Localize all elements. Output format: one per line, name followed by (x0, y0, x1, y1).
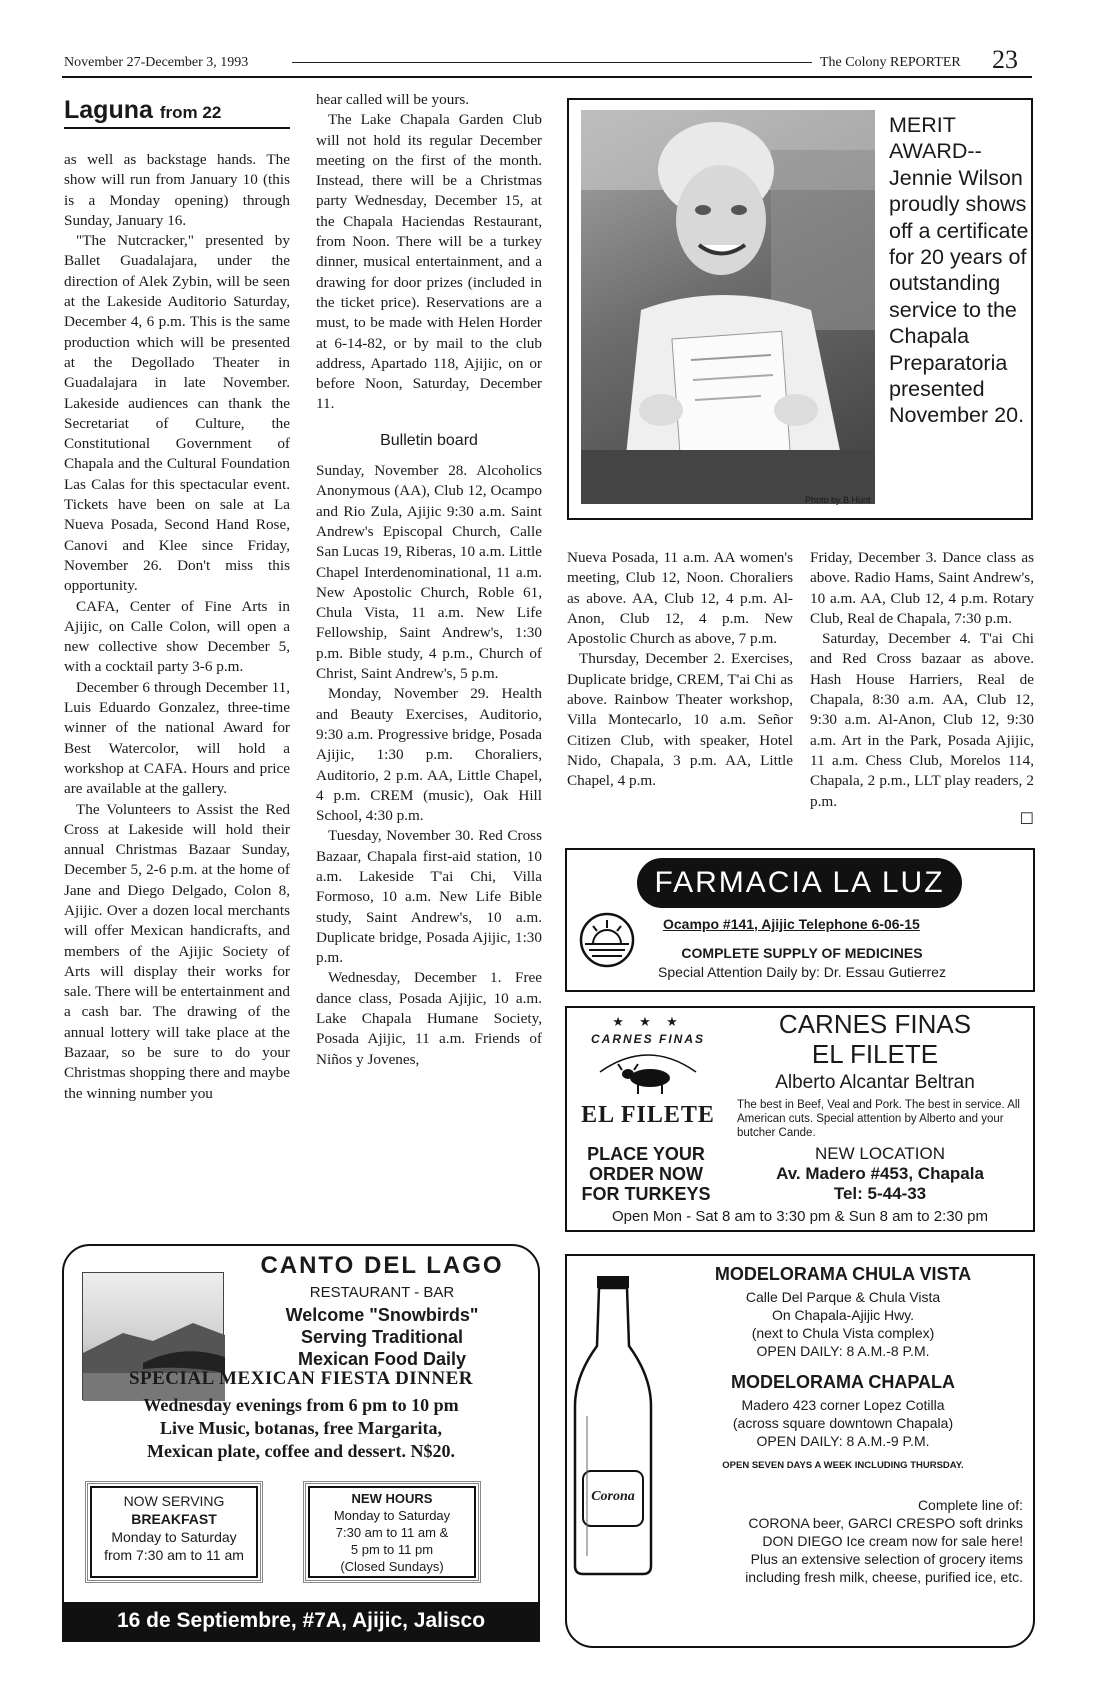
info1-line: OPEN DAILY: 8 A.M.-8 P.M. (756, 1343, 930, 1359)
paragraph: December 6 through December 11, Luis Eduardo Gonzalez, three-time winner of the national Award for Best Watercolor, will hold a workshop at CAFA. Hours and price are available at the gallery. (64, 678, 290, 798)
info2-line: Madero 423 corner Lopez Cotilla (741, 1397, 945, 1413)
canto-serving-1: Serving Traditional (300, 1327, 464, 1347)
location-label: NEW LOCATION (814, 1144, 946, 1163)
farmacia-supply: COMPLETE SUPPLY OF MEDICINES (681, 945, 923, 961)
kicker-title: Laguna (64, 96, 153, 124)
hours-line-1: NEW HOURS (351, 1491, 433, 1506)
kicker-rule (64, 127, 290, 129)
laguna-column-1 (64, 150, 290, 1104)
end-mark: ☐ (1019, 810, 1034, 828)
modelorama-open7: OPEN SEVEN DAYS A WEEK INCLUDING THURSDAY. (722, 1460, 964, 1471)
info2-line: (across square downtown Chapala) (732, 1415, 954, 1431)
paragraph: as well as backstage hands. The show will run from January 10 (this is a Monday opening) through Sunday, January 16. (64, 151, 290, 229)
carnes-logo (579, 1014, 717, 1134)
bulletin-entry: Sunday, November 28. Alcoholics Anonymous (AA), Club 12, Ocampo and Rio Zula, Ajijic 9:30 a.m. Saint Andrew's Episcopal Church, Calle San Lucas 19, Riberas, 10 a.m. Little Chapel Interdenominational, 11 a.m. New Apostolic Church, Roble 61, Chula Vista, 11 a.m. New Life Fellowship, Saint Andrew's, 1:30 p.m. Bible study, 4 p.m., Church of Christ, Saint Andrew's, 5 p.m. (316, 462, 542, 683)
header-divider (292, 62, 812, 63)
kicker-from: from 22 (159, 103, 222, 122)
turkey-line-1: PLACE YOUR (587, 1144, 705, 1164)
bulletin-column-4 (810, 548, 1034, 828)
turkey-line-3: FOR TURKEYS (581, 1184, 711, 1204)
hours-line-4: 5 pm to 11 pm (350, 1542, 434, 1557)
hours-box (308, 1486, 476, 1578)
ad-canto-del-lago (62, 1244, 540, 1642)
photo-feature (567, 98, 1033, 520)
portrait-illustration (581, 110, 875, 504)
modelorama-info-1 (655, 1288, 1031, 1360)
farmacia-name: FARMACIA LA LUZ (637, 858, 962, 908)
products-line: including fresh milk, cheese, purified ice, etc. (745, 1569, 1023, 1585)
bulletin-entry: Nueva Posada, 11 a.m. AA women's meeting, Club 12, Noon. Choraliers as above. AA, Club 12, 4 p.m. Al-Anon, Club 12, 4 p.m. New Apostolic Church as above, 7 p.m. (567, 549, 793, 648)
canto-welcome-block (224, 1304, 540, 1370)
products-line: Plus an extensive selection of grocery items (750, 1551, 1023, 1567)
hours-line-3: 7:30 am to 11 am & (335, 1525, 449, 1540)
page-number: 23 (992, 45, 1018, 74)
logo-name: EL FILETE (581, 1102, 715, 1128)
bulletin-entry: Tuesday, November 30. Red Cross Bazaar, Chapala first-aid station, 10 a.m. Lakeside T'ai Chi, Villa Formoso, 10 a.m. New Life Bible study, Saint Andrew's, 10 a.m. Duplicate bridge, Posada Ajijic, 1:30 p.m. (316, 827, 542, 967)
paragraph: CAFA, Center of Fine Arts in Ajijic, on Calle Colon, will open a new collective show December 5, with a cocktail party 3-6 p.m. (64, 597, 290, 676)
hours-line-2: Monday to Saturday (333, 1508, 451, 1523)
carnes-owner: Alberto Alcantar Beltran (775, 1072, 975, 1093)
paragraph: The Lake Chapala Garden Club will not hold its regular December meeting on the first of the month. Instead, there will be a Christmas party Wednesday, December 15, at the Chapala Haciendas Restaurant, from Noon. There will be a turkey dinner, musical entertainment, and a drawing for door prizes (included in the ticket price). Reservations are a must, to be made with Helen Horder at 6-14-82, or by mail to the club address, Apartado 118, Ajijic, on or before Noon, Saturday, December 11. (316, 111, 542, 413)
breakfast-line-1: NOW SERVING (123, 1493, 225, 1509)
turkey-order (571, 1144, 721, 1204)
turkey-line-2: ORDER NOW (589, 1164, 703, 1184)
carnes-location (735, 1144, 1025, 1204)
bull-icon (598, 1048, 698, 1096)
breakfast-line-3: Monday to Saturday (111, 1529, 237, 1545)
location-phone: Tel: 5-44-33 (833, 1184, 927, 1203)
fiesta-details (64, 1394, 538, 1463)
breakfast-line-2: BREAKFAST (131, 1511, 217, 1527)
carnes-blurb: The best in Beef, Veal and Pork. The best in service. All American cuts. Special attention by Alberto and your butcher Cande. (737, 1099, 1020, 1139)
canto-welcome: Welcome "Snowbirds" (285, 1305, 479, 1325)
bulletin-entry: Monday, November 29. Health and Beauty Exercises, Auditorio, 9:30 a.m. Progressive bridge, Posada Ajijic, 1:30 p.m. Choraliers, Auditorio, 2 p.m. AA, Little Chapel, 4 p.m. CREM (music), Oak Hill School, 4:30 p.m. (316, 685, 542, 825)
photo-credit: Photo by B Hunt (805, 495, 871, 505)
fiesta-title: SPECIAL MEXICAN FIESTA DINNER (128, 1368, 474, 1389)
modelorama-title-1: MODELORAMA CHULA VISTA (714, 1264, 972, 1284)
photo-caption: MERIT AWARD-- Jennie Wilson proudly shows off a certificate for 20 years of outstanding service to the Chapala Preparatoria presented November 20. (889, 113, 1029, 428)
fiesta-line-1: Wednesday evenings from 6 pm to 10 pm (143, 1395, 459, 1415)
carnes-title-1: CARNES FINAS (778, 1009, 972, 1039)
bulletin-entry: Thursday, December 2. Exercises, Duplicate bridge, CREM, T'ai Chi as above. Rainbow Theater workshop, Villa Montecarlo, 10 a.m. Señor Citizen Club, with speaker, Hotel Nido, Chapala, 3 p.m. AA, Little Chapel, 4 p.m. (567, 650, 793, 790)
bottle-label: Corona (591, 1489, 635, 1504)
bulletin-entry: Saturday, December 4. T'ai Chi and Red Cross bazaar as above. Hash House Harriers, Real de Chapala, 8:30 a.m. AA, Club 12, 9:30 a.m. Al-Anon, Club 12, 9:30 a.m. Art in the Park, Posada Ajijic, 11 a.m. Chess Club, Morelos 114, Chapala, 2 p.m., LLT play readers, 2 p.m. (810, 630, 1034, 810)
paper-name: The Colony REPORTER (820, 55, 961, 70)
canto-address: 16 de Septiembre, #7A, Ajijic, Jalisco (64, 1602, 538, 1640)
laguna-column-2 (316, 90, 542, 1070)
breakfast-line-4: from 7:30 am to 11 am (104, 1547, 244, 1563)
carnes-title-2: EL FILETE (811, 1039, 939, 1069)
issue-date: November 27-December 3, 1993 (64, 55, 249, 70)
bulletin-title: Bulletin board (380, 431, 478, 449)
info1-line: (next to Chula Vista complex) (751, 1325, 935, 1341)
modelorama-info-2 (655, 1396, 1031, 1450)
ad-modelorama (565, 1254, 1035, 1648)
modelorama-title-2: MODELORAMA CHAPALA (731, 1372, 955, 1392)
logo-stars: ★ ★ ★ (612, 1014, 684, 1029)
bulletin-entry: Friday, December 3. Dance class as above. Radio Hams, Saint Andrew's, 10 a.m. AA, Club 12, 4 p.m. Rotary Club, Real de Chapala, 7:30 p.m. (810, 549, 1034, 627)
info1-line: On Chapala-Ajijic Hwy. (771, 1307, 915, 1323)
logo-arc-text: CARNES FINAS (590, 1032, 705, 1046)
farmacia-attention: Special Attention Daily by: Dr. Essau Gutierrez (658, 964, 946, 980)
paragraph: "The Nutcracker," presented by Ballet Guadalajara, under the direction of Alek Zybin, will be seen at the Lakeside Auditorio Saturday, December 4, 6 p.m. This is the same production which will be presented at the Degollado Theater in Guadalajara in late November. Lakeside audiences can thank the Secretariat of Culture, the Constitutional Government of Chapala and the Cultural Foundation Las Calas for this spectacular event. Tickets have been on sale at La Nueva Posada, Second Hand Rose, Canovi and Klee since Friday, November 26. Don't miss this opportunity. (64, 232, 290, 595)
info1-line: Calle Del Parque & Chula Vista (745, 1289, 941, 1305)
ad-carnes-finas (565, 1006, 1035, 1232)
canto-serving-2: Mexican Food Daily (297, 1349, 467, 1369)
products-line: Complete line of: (917, 1497, 1023, 1513)
farmacia-address: Ocampo #141, Ajijic Telephone 6-06-15 (663, 916, 920, 932)
canto-name: CANTO DEL LAGO (260, 1252, 504, 1279)
bulletin-entry: Wednesday, December 1. Free dance class, Posada Ajijic, 10 a.m. Lake Chapala Humane Society, Posada Ajijic, 11 a.m. Friends of Niños y Jovenes, (316, 969, 542, 1068)
hours-line-5: (Closed Sundays) (340, 1559, 444, 1574)
products-line: DON DIEGO Ice cream now for sale here! (762, 1533, 1023, 1549)
breakfast-box (90, 1486, 258, 1578)
products-line: CORONA beer, GARCI CRESPO soft drinks (748, 1515, 1023, 1531)
location-address: Av. Madero #453, Chapala (776, 1164, 984, 1183)
modelorama-products (627, 1496, 1031, 1586)
article-kicker (64, 96, 221, 125)
header-rule (62, 76, 1032, 78)
paragraph: hear called will be yours. (316, 91, 470, 108)
paragraph: The Volunteers to Assist the Red Cross at Lakeside will hold their annual Christmas Bazaar Sunday, December 5, 2-6 p.m. at the home of Jane and Diego Delgado, Colon 8, Ajijic. Over a dozen local merchants will offer Mexican handicrafts, and members of the Ajijic Society of Arts will display their works for sale. There will be entertainment and a cash bar. The drawing of the annual lottery will take place at the Bazaar, so be sure to do your Christmas shopping there and maybe the winning number you (64, 800, 290, 1102)
info2-line: OPEN DAILY: 8 A.M.-9 P.M. (756, 1433, 930, 1449)
bulletin-column-3 (567, 548, 793, 792)
ad-farmacia-la-luz (565, 848, 1035, 992)
photo-jennie-wilson (581, 110, 875, 504)
canto-type: RESTAURANT - BAR (309, 1284, 455, 1301)
fiesta-line-3: Mexican plate, coffee and dessert. N$20. (147, 1441, 455, 1461)
carnes-hours: Open Mon - Sat 8 am to 3:30 pm & Sun 8 am to 2:30 pm (611, 1208, 989, 1225)
fiesta-line-2: Live Music, botanas, free Margarita, (159, 1418, 443, 1438)
